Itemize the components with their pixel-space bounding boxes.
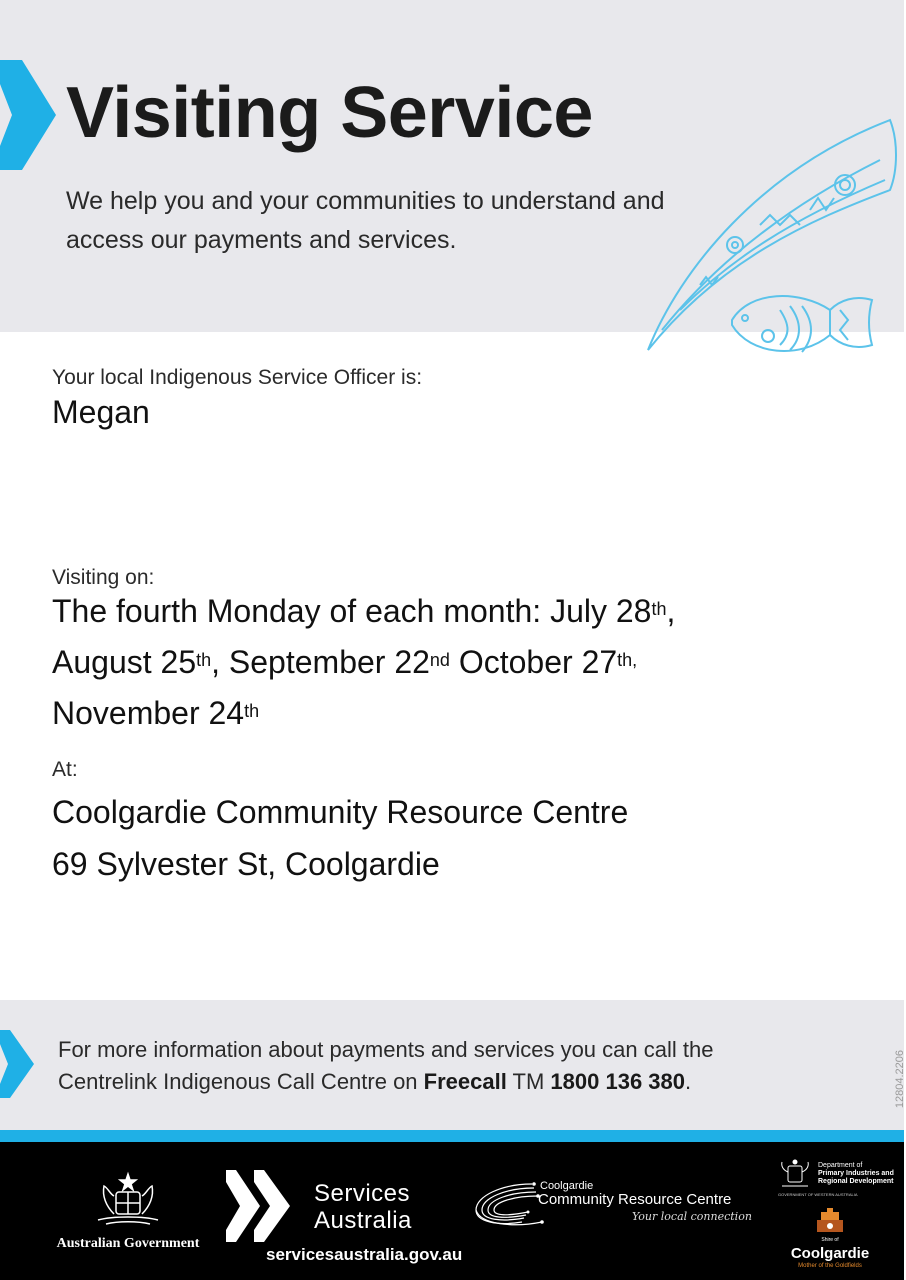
- chevron-right-icon: [0, 1030, 34, 1098]
- coat-of-arms-icon: [88, 1170, 168, 1230]
- crc-tagline: Your local connection: [632, 1210, 752, 1223]
- services-australia-logo: [226, 1168, 476, 1268]
- officer-name: Megan: [52, 394, 150, 430]
- phone-number: 1800 136 380: [550, 1069, 685, 1094]
- shire-small: Shire of: [821, 1237, 839, 1243]
- visiting-label: Visiting on:: [52, 566, 155, 589]
- sa-url: servicesaustralia.gov.au: [266, 1245, 463, 1264]
- visiting-schedule: [52, 586, 852, 739]
- crc-name: Community Resource Centre: [538, 1191, 732, 1208]
- freecall-label: Freecall: [423, 1069, 507, 1094]
- venue-name: Coolgardie Community Resource Centre: [52, 794, 629, 830]
- gov-name: Australian Government: [56, 1236, 200, 1251]
- schedule-line-2: August 25th, September 22nd October $27^{th,}$: [52, 644, 638, 680]
- intro-text: We help you and your communities to understand and access our payments and services.: [66, 187, 665, 254]
- shire-name: Coolgardie: [790, 1245, 870, 1262]
- australian-government-logo: [48, 1170, 208, 1252]
- location-details: [52, 786, 628, 890]
- crc-small: Coolgardie: [540, 1180, 594, 1192]
- schedule-line-3: November 24th: [52, 695, 260, 731]
- schedule-line-1: The fourth Monday of each month: July 28th,: [52, 593, 676, 629]
- shire-logo: [780, 1204, 880, 1274]
- contact-info: For more information about payments and services you can call the Centrelink Indigenous Call Centre on Freecall TM 1800 136 380.: [58, 1037, 714, 1094]
- shire-logo-icon: [813, 1204, 847, 1236]
- indigenous-artwork: [640, 110, 904, 390]
- officer-label: Your local Indigenous Service Officer is:: [52, 366, 423, 389]
- services-australia-logo-icon: [226, 1168, 298, 1244]
- dpird-logo: [778, 1158, 898, 1198]
- page-title: Visiting Service: [66, 73, 593, 153]
- footer-logos: [0, 1142, 904, 1280]
- info-panel: [0, 1000, 904, 1130]
- sa-name: Services Australia: [314, 1180, 412, 1234]
- dpird-gov: GOVERNMENT OF WESTERN AUSTRALIA: [778, 1192, 858, 1197]
- venue-address: 69 Sylvester St, Coolgardie: [52, 846, 440, 882]
- wa-crest-icon: [778, 1158, 812, 1192]
- shire-tagline: Mother of the Goldfields: [798, 1263, 862, 1269]
- accent-stripe: [0, 1130, 904, 1142]
- dpird-name: Primary Industries and Regional Development: [818, 1170, 894, 1185]
- dpird-small: Department of: [818, 1162, 863, 1169]
- chevron-right-icon: [0, 60, 56, 170]
- document-code: 12804.2206: [894, 1050, 906, 1109]
- crc-logo: [472, 1178, 762, 1238]
- location-label: At:: [52, 758, 78, 781]
